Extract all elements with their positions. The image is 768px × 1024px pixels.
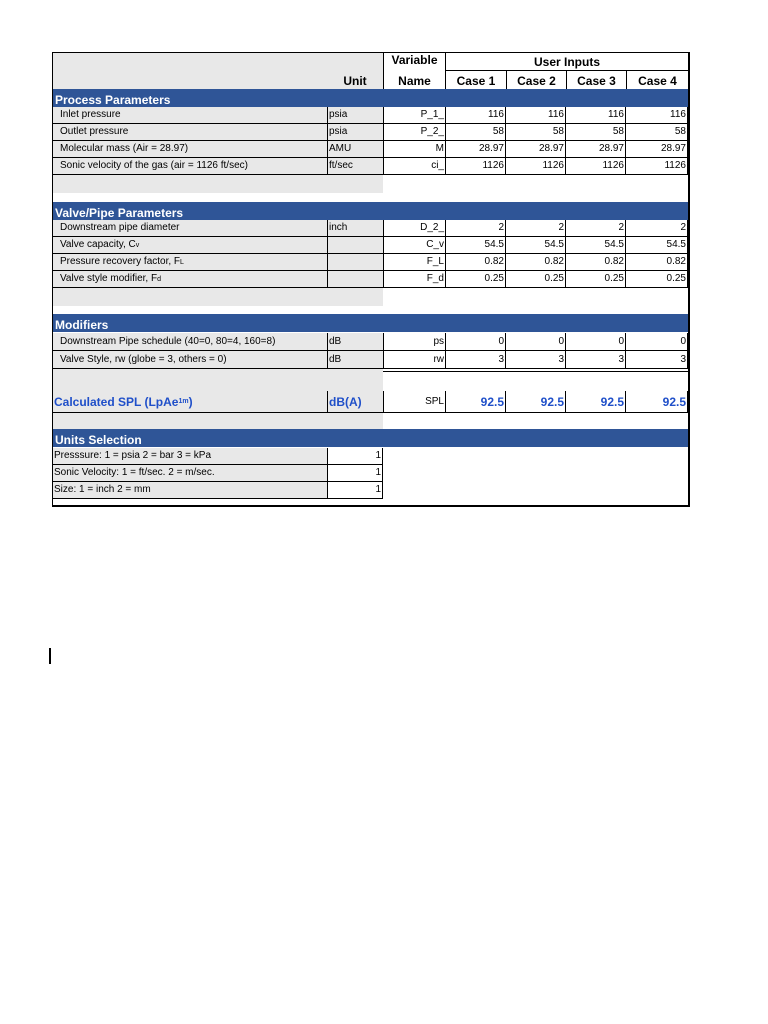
result-variable: SPL xyxy=(383,391,446,413)
row-unit: ft/sec xyxy=(327,158,383,175)
row-label-subscript: v xyxy=(135,241,140,249)
section-process: Process Parameters xyxy=(52,89,688,107)
case-1-value[interactable]: 58 xyxy=(446,124,506,141)
row-variable: F_L xyxy=(383,254,446,271)
row-unit xyxy=(327,254,383,271)
result-case-4: 92.5 xyxy=(626,391,688,413)
row-label-subscript: d xyxy=(157,275,161,283)
text-cursor xyxy=(49,648,51,664)
header-case-3: Case 3 xyxy=(566,70,626,89)
row-variable: F_d xyxy=(383,271,446,288)
case-1-value[interactable]: 116 xyxy=(446,107,506,124)
case-1-value[interactable]: 0.25 xyxy=(446,271,506,288)
result-unit: dB(A) xyxy=(327,391,383,413)
spacer-row xyxy=(52,413,383,430)
case-4-value[interactable]: 0.25 xyxy=(626,271,688,288)
row-variable: P_2_ xyxy=(383,124,446,141)
case-4-value[interactable]: 116 xyxy=(626,107,688,124)
header-name-line2: Name xyxy=(398,74,431,88)
header-case-2: Case 2 xyxy=(506,70,566,89)
case-4-value[interactable]: 3 xyxy=(626,351,688,369)
spreadsheet xyxy=(52,52,690,507)
case-3-value[interactable]: 0 xyxy=(566,333,626,351)
result-label-label-sub: 1m xyxy=(178,398,189,405)
header-unit: Unit xyxy=(327,53,383,89)
case-1-value[interactable]: 0.82 xyxy=(446,254,506,271)
case-2-value[interactable]: 0.82 xyxy=(506,254,566,271)
header-case-4: Case 4 xyxy=(626,70,688,89)
case-3-value[interactable]: 0.82 xyxy=(566,254,626,271)
row-label: Molecular mass (Air = 28.97) xyxy=(52,141,327,158)
section-units: Units Selection xyxy=(52,429,688,447)
units-value[interactable]: 1 xyxy=(327,448,383,465)
row-label-text: Valve style modifier, F xyxy=(60,273,158,284)
case-2-value[interactable]: 1126 xyxy=(506,158,566,175)
case-4-value[interactable]: 58 xyxy=(626,124,688,141)
row-unit: inch xyxy=(327,220,383,237)
case-2-value[interactable]: 58 xyxy=(506,124,566,141)
row-label: Outlet pressure xyxy=(52,124,327,141)
case-3-value[interactable]: 2 xyxy=(566,220,626,237)
header-variable-line1: Variable xyxy=(391,53,438,67)
header-user-inputs: User Inputs xyxy=(533,54,600,69)
case-3-value[interactable]: 58 xyxy=(566,124,626,141)
case-4-value[interactable]: 2 xyxy=(626,220,688,237)
row-variable: C_v xyxy=(383,237,446,254)
case-4-value[interactable]: 28.97 xyxy=(626,141,688,158)
case-1-value[interactable]: 2 xyxy=(446,220,506,237)
row-label xyxy=(52,254,327,271)
row-unit: dB xyxy=(327,351,383,369)
case-2-value[interactable]: 54.5 xyxy=(506,237,566,254)
row-variable: D_2_ xyxy=(383,220,446,237)
units-label: Size: 1 = inch 2 = mm xyxy=(52,482,327,499)
case-2-value[interactable]: 28.97 xyxy=(506,141,566,158)
units-label: Sonic Velocity: 1 = ft/sec. 2 = m/sec. xyxy=(52,465,327,482)
case-3-value[interactable]: 54.5 xyxy=(566,237,626,254)
row-unit: psia xyxy=(327,124,383,141)
result-label xyxy=(52,391,327,413)
result-case-2: 92.5 xyxy=(506,391,566,413)
header-variable-name xyxy=(383,53,446,89)
row-variable: ps xyxy=(383,333,446,351)
result-case-1: 92.5 xyxy=(446,391,506,413)
case-4-value[interactable]: 54.5 xyxy=(626,237,688,254)
row-variable: M xyxy=(383,141,446,158)
row-variable: P_1_ xyxy=(383,107,446,124)
result-case-3: 92.5 xyxy=(566,391,626,413)
header-case-1: Case 1 xyxy=(446,70,506,89)
row-unit: dB xyxy=(327,333,383,351)
row-label: Downstream Pipe schedule (40=0, 80=4, 160=8) xyxy=(52,333,327,351)
section-modifiers: Modifiers xyxy=(52,314,688,332)
case-1-value[interactable]: 0 xyxy=(446,333,506,351)
row-label-text: Pressure recovery factor, F xyxy=(60,256,181,267)
row-label: Sonic velocity of the gas (air = 1126 ft/sec) xyxy=(52,158,327,175)
row-unit xyxy=(327,271,383,288)
row-label: Valve Style, rw (globe = 3, others = 0) xyxy=(52,351,327,369)
case-2-value[interactable]: 0 xyxy=(506,333,566,351)
units-value[interactable]: 1 xyxy=(327,482,383,499)
row-label-text: Valve capacity, C xyxy=(60,239,136,250)
row-label xyxy=(52,237,327,254)
units-value[interactable]: 1 xyxy=(327,465,383,482)
case-1-value[interactable]: 1126 xyxy=(446,158,506,175)
case-3-value[interactable]: 0.25 xyxy=(566,271,626,288)
case-2-value[interactable]: 2 xyxy=(506,220,566,237)
spacer-row xyxy=(52,288,383,306)
case-1-value[interactable]: 28.97 xyxy=(446,141,506,158)
blank-row xyxy=(383,371,688,391)
case-4-value[interactable]: 0 xyxy=(626,333,688,351)
result-label-label-end: ) xyxy=(188,394,193,409)
row-variable: ci_ xyxy=(383,158,446,175)
case-4-value[interactable]: 0.82 xyxy=(626,254,688,271)
row-label: Downstream pipe diameter xyxy=(52,220,327,237)
case-1-value[interactable]: 3 xyxy=(446,351,506,369)
spacer-row xyxy=(52,369,383,393)
case-3-value[interactable]: 3 xyxy=(566,351,626,369)
row-unit xyxy=(327,237,383,254)
case-2-value[interactable]: 116 xyxy=(506,107,566,124)
section-valve: Valve/Pipe Parameters xyxy=(52,202,688,220)
case-2-value[interactable]: 0.25 xyxy=(506,271,566,288)
row-label: Inlet pressure xyxy=(52,107,327,124)
row-label xyxy=(52,271,327,288)
spacer-row xyxy=(52,175,383,193)
units-label: Presssure: 1 = psia 2 = bar 3 = kPa xyxy=(52,448,327,465)
row-variable: rw xyxy=(383,351,446,369)
row-label-subscript: L xyxy=(180,258,184,266)
row-unit: AMU xyxy=(327,141,383,158)
case-4-value[interactable]: 1126 xyxy=(626,158,688,175)
result-label-label: Calculated SPL (LpAe xyxy=(54,394,179,409)
case-3-value[interactable]: 1126 xyxy=(566,158,626,175)
case-2-value[interactable]: 3 xyxy=(506,351,566,369)
case-3-value[interactable]: 28.97 xyxy=(566,141,626,158)
case-1-value[interactable]: 54.5 xyxy=(446,237,506,254)
row-unit: psia xyxy=(327,107,383,124)
case-3-value[interactable]: 116 xyxy=(566,107,626,124)
